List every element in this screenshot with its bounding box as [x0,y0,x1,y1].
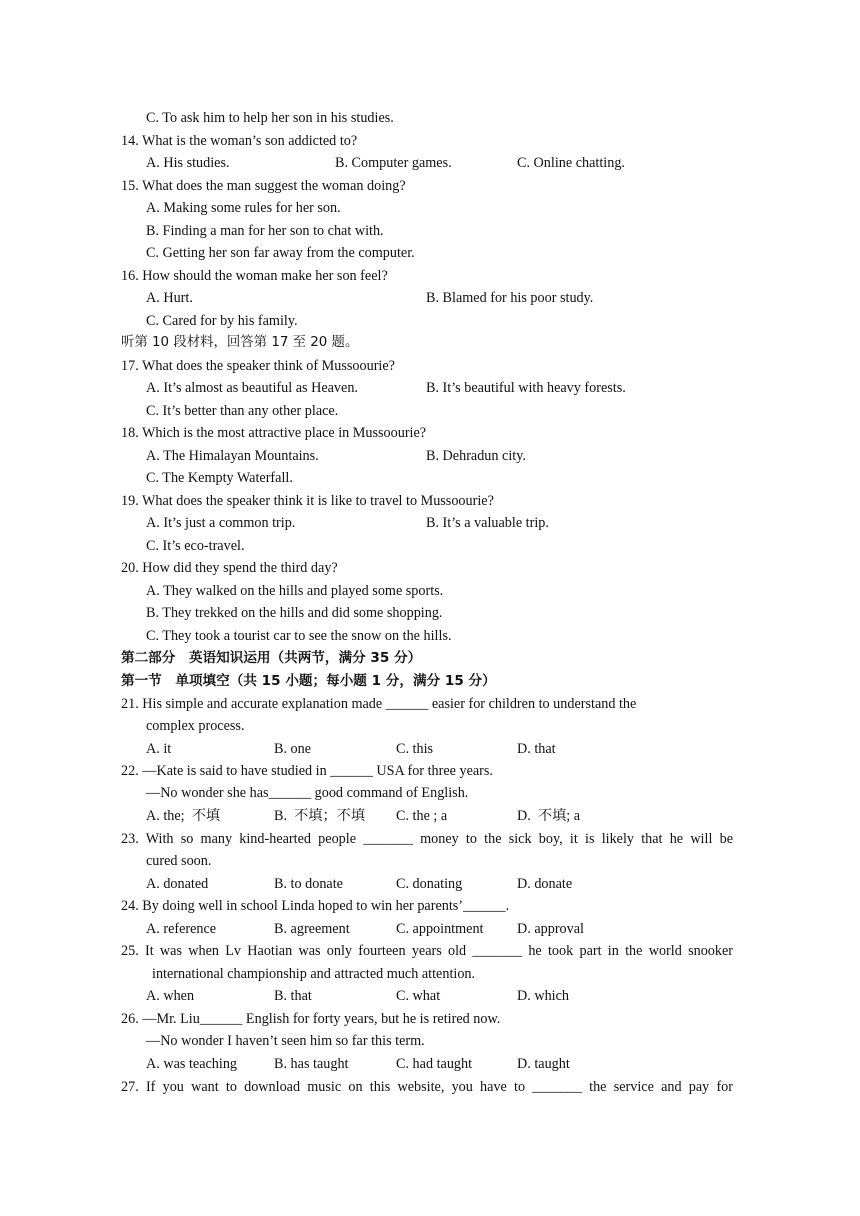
q22-option-b: B. 不填；不填 [274,808,366,824]
question-19: 19. What does the speaker think it is like to travel to Mussoourie? [121,493,494,509]
question-27: 27. If you want to download music on this website, you have to _______ the service and pay for [121,1079,733,1095]
q15-option-a: A. Making some rules for her son. [146,200,341,216]
q16-option-c: C. Cared for by his family. [146,313,298,329]
q24-option-b: B. agreement [274,921,350,937]
q16-option-a: A. Hurt. [146,290,193,306]
q25-option-a: A. when [146,988,195,1004]
part-2-heading: 第二部分 英语知识运用（共两节，满分 35 分） [121,650,422,666]
question-26-continued: —No wonder I haven’t seen him so far this term. [146,1033,425,1049]
q19-option-c: C. It’s eco-travel. [146,538,245,554]
question-23-continued: cured soon. [146,853,212,869]
q20-option-a: A. They walked on the hills and played some sports. [146,583,444,599]
q14-option-a: A. His studies. [146,155,230,171]
q17-option-c: C. It’s better than any other place. [146,403,339,419]
q21-option-c: C. this [396,741,434,757]
q14-option-b: B. Computer games. [335,155,452,171]
q17-option-a: A. It’s almost as beautiful as Heaven. [146,380,358,396]
q21-option-a: A. it [146,741,172,757]
q18-option-c: C. The Kempty Waterfall. [146,470,293,486]
q25-option-b: B. that [274,988,312,1004]
q21-option-b: B. one [274,741,312,757]
question-16: 16. How should the woman make her son feel? [121,268,388,284]
question-14: 14. What is the woman’s son addicted to? [121,133,358,149]
q26-option-c: C. had taught [396,1056,473,1072]
q14-option-c: C. Online chatting. [517,155,625,171]
q13-option-c: C. To ask him to help her son in his studies. [146,110,394,126]
question-26: 26. —Mr. Liu______ English for forty years, but he is retired now. [121,1011,501,1027]
q23-option-b: B. to donate [274,876,343,892]
question-17: 17. What does the speaker think of Mussoourie? [121,358,395,374]
q17-option-b: B. It’s beautiful with heavy forests. [426,380,626,396]
q21-option-d: D. that [517,741,556,757]
question-15: 15. What does the man suggest the woman doing? [121,178,406,194]
q15-option-b: B. Finding a man for her son to chat with. [146,223,384,239]
question-20: 20. How did they spend the third day? [121,560,338,576]
q19-option-a: A. It’s just a common trip. [146,515,296,531]
q22-option-c: C. the ; a [396,808,448,824]
q22-option-d: D. 不填; a [517,808,581,824]
q25-option-c: C. what [396,988,441,1004]
q22-option-a: A. the; 不填 [146,808,221,824]
q24-option-d: D. approval [517,921,584,937]
q20-option-c: C. They took a tourist car to see the snow on the hills. [146,628,452,644]
q23-option-d: D. donate [517,876,573,892]
q18-option-b: B. Dehradun city. [426,448,526,464]
question-21: 21. His simple and accurate explanation made ______ easier for children to understand the [121,696,637,712]
q20-option-b: B. They trekked on the hills and did some shopping. [146,605,443,621]
q24-option-c: C. appointment [396,921,484,937]
q26-option-a: A. was teaching [146,1056,238,1072]
question-22: 22. —Kate is said to have studied in ______ USA for three years. [121,763,493,779]
q26-option-b: B. has taught [274,1056,349,1072]
q18-option-a: A. The Himalayan Mountains. [146,448,319,464]
q16-option-b: B. Blamed for his poor study. [426,290,594,306]
question-22-continued: —No wonder she has______ good command of English. [146,785,469,801]
q19-option-b: B. It’s a valuable trip. [426,515,549,531]
q26-option-d: D. taught [517,1056,570,1072]
question-18: 18. Which is the most attractive place in Mussoourie? [121,425,427,441]
q25-option-d: D. which [517,988,570,1004]
section-1-heading: 第一节 单项填空（共 15 小题；每小题 1 分，满分 15 分） [121,673,496,689]
q15-option-c: C. Getting her son far away from the computer. [146,245,415,261]
question-25: 25. It was when Lv Haotian was only fourteen years old _______ he took part in the world snooker [121,943,733,959]
q24-option-a: A. reference [146,921,217,937]
question-23: 23. With so many kind-hearted people _______ money to the sick boy, it is likely that he will be [121,831,733,847]
question-21-continued: complex process. [146,718,245,734]
question-25-continued: international championship and attracted much attention. [152,966,476,982]
question-24: 24. By doing well in school Linda hoped to win her parents’______. [121,898,510,914]
section-10-instruction: 听第 10 段材料，回答第 17 至 20 题。 [121,335,359,350]
q23-option-c: C. donating [396,876,463,892]
q23-option-a: A. donated [146,876,209,892]
